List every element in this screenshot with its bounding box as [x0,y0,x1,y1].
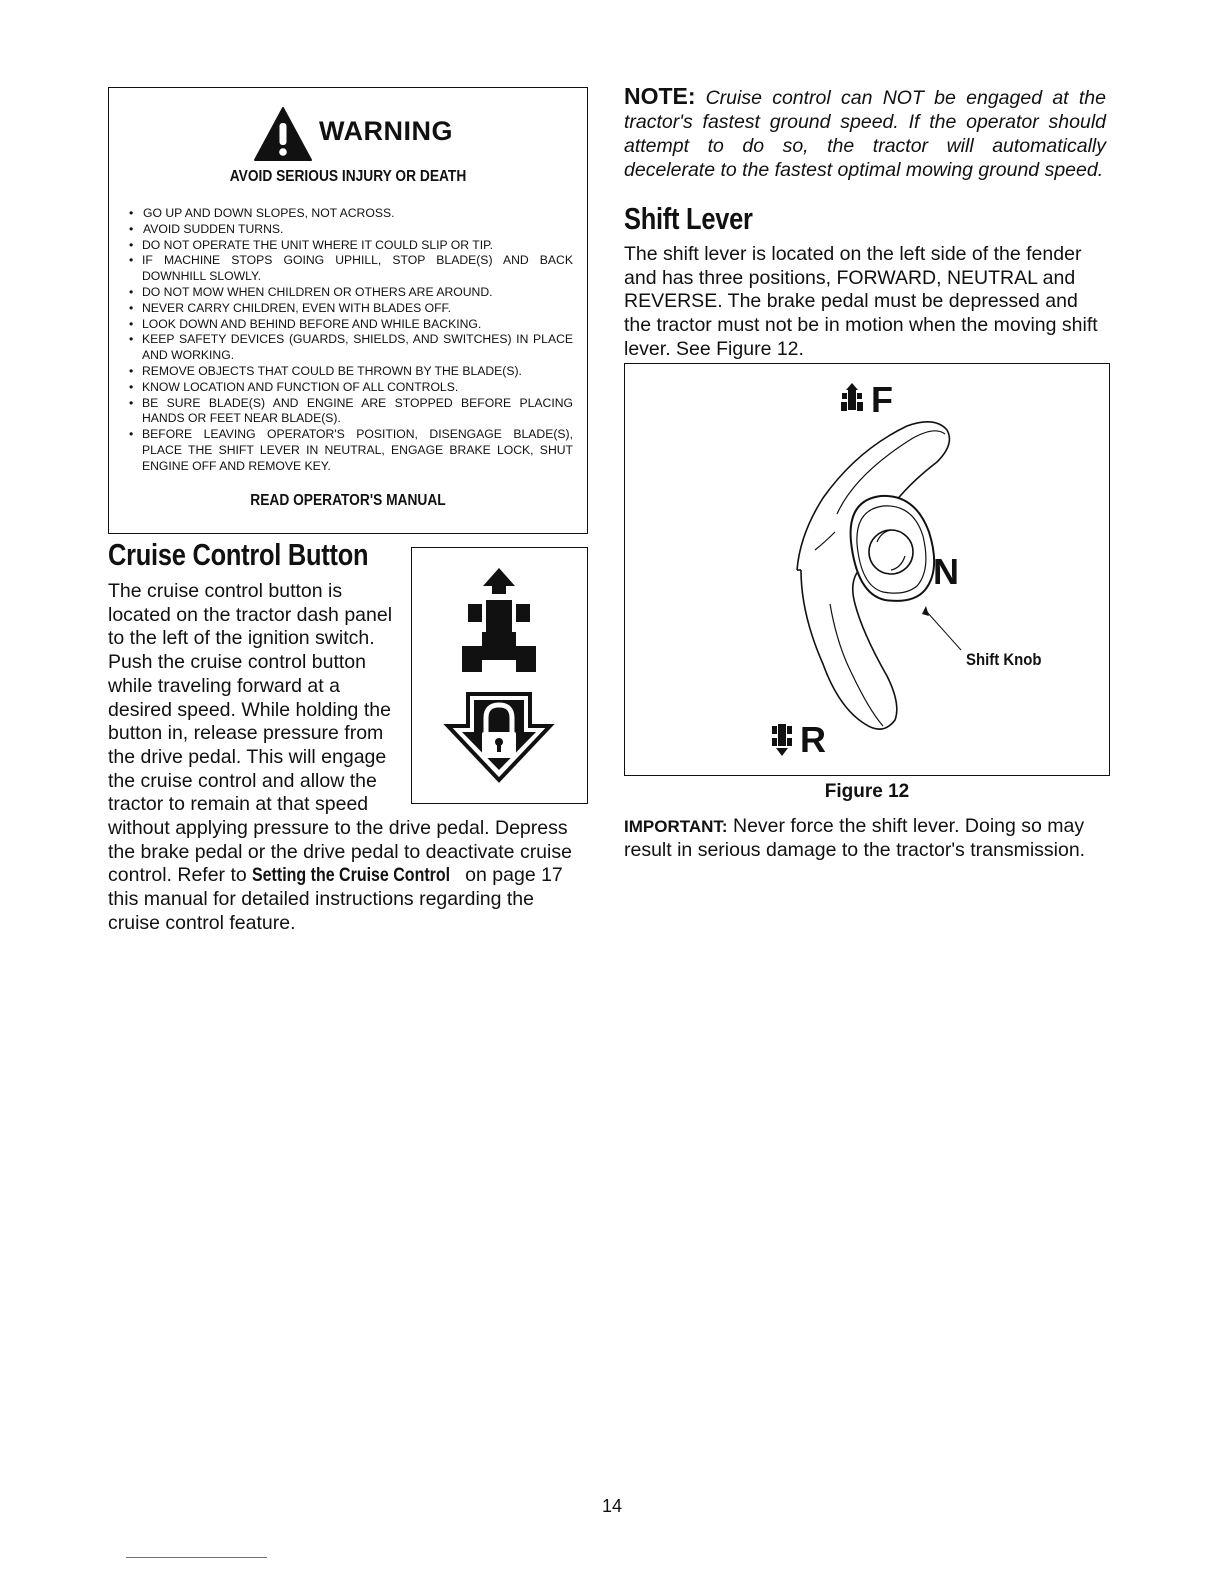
cruise-control-icon [412,548,586,802]
warning-item: • DO NOT OPERATE THE UNIT WHERE IT COULD SLIP OR TIP. [129,238,573,254]
cruise-body-text: on page 17 this manual for detailed instructions regarding the cruise control feature. [108,864,563,934]
cruise-body-line: to the left of the ignition switch. [108,627,375,650]
cruise-body-line: button in, release pressure from [108,722,384,745]
warning-footer: READ OPERATOR'S MANUAL [250,492,446,509]
cruise-control-body-wrapped [108,580,408,817]
note-paragraph [624,84,1106,182]
forward-tractor-icon [841,383,863,411]
warning-item: • KNOW LOCATION AND FUNCTION OF ALL CONTROLS. [129,380,573,396]
warning-subtitle: AVOID SERIOUS INJURY OR DEATH [229,168,467,185]
note-label: NOTE: [624,83,696,109]
warning-title: WARNING [319,116,453,146]
warning-item: • GO UP AND DOWN SLOPES, NOT ACROSS. [129,206,573,222]
cruise-body-text: without applying pressure to the drive pedal. Depress the brake pedal or the drive pedal to deactivate cruise control. Refer to [108,817,572,887]
figure-caption: Figure 12 [824,781,910,802]
shift-lever-heading: Shift Lever [624,201,753,236]
cruise-control-icon-box [411,547,588,804]
cruise-body-line: desired speed. While holding the [108,698,391,721]
warning-item: • REMOVE OBJECTS THAT COULD BE THROWN BY THE BLADE(S). [129,364,573,380]
cruise-body-line: tractor to remain at that speed [108,793,369,816]
warning-item: • NEVER CARRY CHILDREN, EVEN WITH BLADES OFF. [129,301,573,317]
cruise-control-body-continued [108,817,580,936]
important-label: IMPORTANT: [624,817,728,836]
page-number: 14 [601,1496,623,1516]
warning-box [108,87,588,534]
important-text: Never force the shift lever. Doing so may result in serious damage to the tractor's transmission. [624,815,1086,861]
cruise-body-line: the cruise control and allow the [108,769,377,792]
shift-knob-callout: Shift Knob [966,651,1042,670]
important-paragraph [624,815,1106,862]
cruise-body-line: Push the cruise control button [108,651,366,674]
warning-item: • BE SURE BLADE(S) AND ENGINE ARE STOPPED BEFORE PLACING HANDS OR FEET NEAR BLADE(S). [129,396,573,428]
cruise-reference-link: Setting the Cruise Control [252,864,451,887]
shift-lever-body: The shift lever is located on the left side of the fender and has three positions, FORWARD, NEUTRAL and REVERSE. The brake pedal must be depressed and the tractor must not be in motion when the moving shift lever. See Figure 12. [624,243,1098,360]
figure-12-shift-lever [624,363,1110,776]
warning-item: • IF MACHINE STOPS GOING UPHILL, STOP BLADE(S) AND BACK DOWNHILL SLOWLY. [129,253,573,285]
warning-header [109,106,587,166]
cruise-body-line: located on the tractor dash panel [108,603,393,626]
warning-item: • BEFORE LEAVING OPERATOR'S POSITION, DISENGAGE BLADE(S), PLACE THE SHIFT LEVER IN NEUTRAL, ENGAGE BRAKE LOCK, SHUT ENGINE OFF AND REMOVE KEY. [129,427,573,474]
warning-triangle-icon [253,106,313,162]
cruise-body-line: while traveling forward at a [108,674,340,697]
warning-item: • KEEP SAFETY DEVICES (GUARDS, SHIELDS, AND SWITCHES) IN PLACE AND WORKING. [129,332,573,364]
warning-item: • AVOID SUDDEN TURNS. [129,222,573,238]
forward-label: F [871,379,893,420]
shift-lever-diagram [625,364,1107,773]
warning-item: • LOOK DOWN AND BEHIND BEFORE AND WHILE BACKING. [129,317,573,333]
reverse-tractor-icon [772,724,792,756]
cruise-body-line: the drive pedal. This will engage [108,745,387,768]
note-text: Cruise control can NOT be engaged at the tractor's fastest ground speed. If the operator should attempt to do so, the tractor will automatically decelerate to the fastest optimal mowing ground speed. [624,87,1106,181]
warning-item: • DO NOT MOW WHEN CHILDREN OR OTHERS ARE AROUND. [129,285,573,301]
bottom-rule [126,1557,267,1558]
cruise-control-heading: Cruise Control Button [108,537,369,572]
cruise-body-line: The cruise control button is [108,580,343,602]
neutral-label: N [933,551,959,592]
reverse-label: R [800,719,826,760]
warning-list [129,206,573,475]
